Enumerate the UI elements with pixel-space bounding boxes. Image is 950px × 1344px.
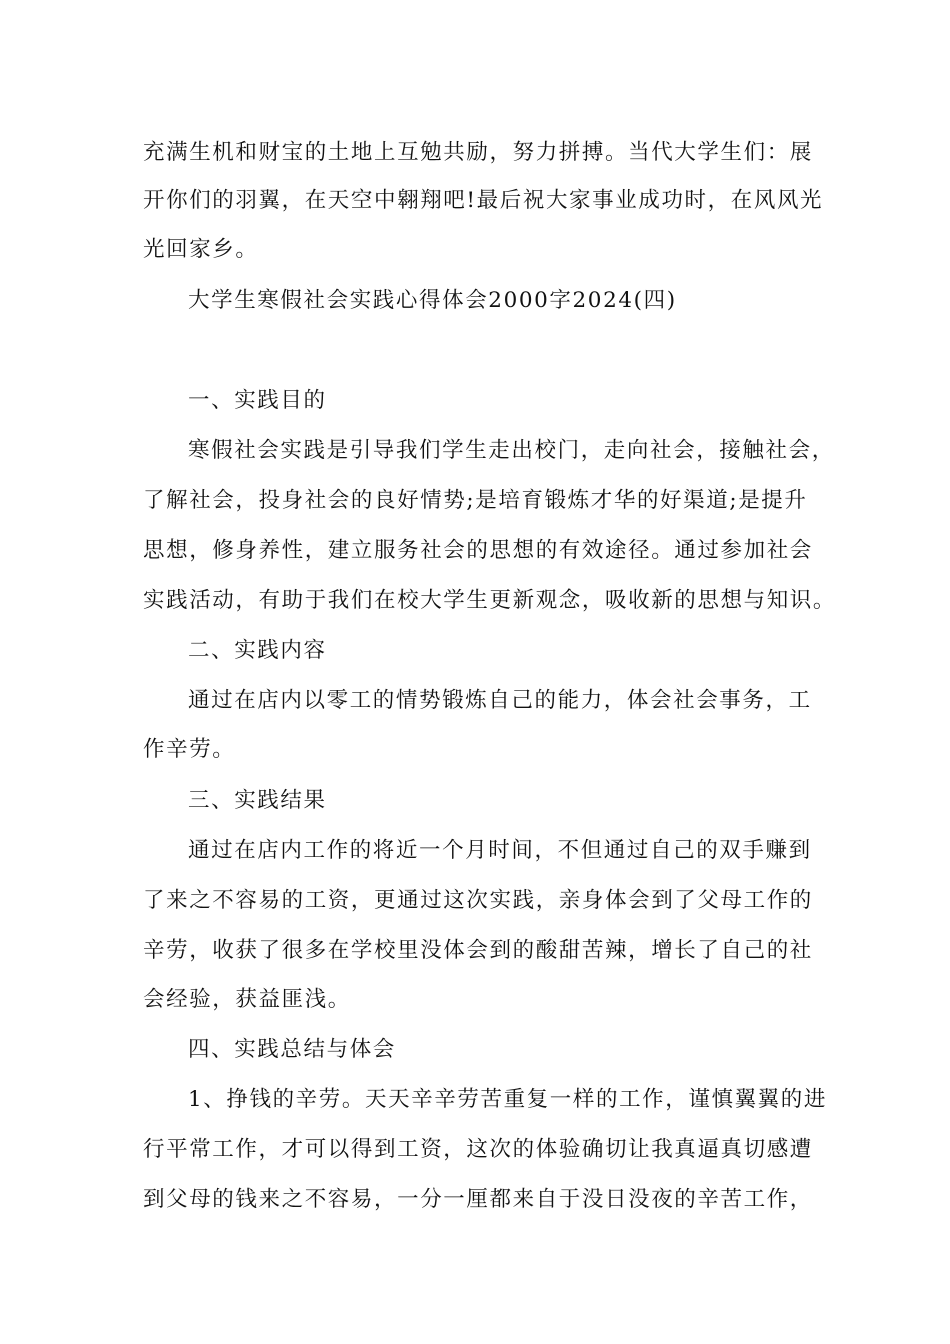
paragraph-line: 1、挣钱的辛劳。天天辛辛劳苦重复一样的工作，谨慎翼翼的进: [188, 1087, 827, 1112]
paragraph-line: 了解社会，投身社会的良好情势;是培育锻炼才华的好渠道;是提升: [143, 488, 808, 513]
paragraph-line: 到父母的钱来之不容易，一分一厘都来自于没日没夜的辛苦工作，: [143, 1187, 813, 1212]
section-title: 大学生寒假社会实践心得体会2000字2024(四): [188, 288, 677, 313]
paragraph-line: 思想，修身养性，建立服务社会的思想的有效途径。通过参加社会: [143, 538, 813, 563]
paragraph-line: 开你们的羽翼，在天空中翱翔吧!最后祝大家事业成功时，在风风光: [143, 188, 824, 213]
paragraph-line: 寒假社会实践是引导我们学生走出校门，走向社会，接触社会，: [188, 438, 835, 463]
paragraph-line: 充满生机和财宝的土地上互勉共励，努力拼搏。当代大学生们：展: [143, 140, 813, 165]
paragraph-line: 通过在店内以零工的情势锻炼自己的能力，体会社会事务，工: [188, 688, 812, 713]
paragraph-line: 行平常工作，才可以得到工资，这次的体验确切让我真逼真切感遭: [143, 1137, 813, 1162]
heading-practice-results: 三、实践结果: [188, 788, 327, 813]
paragraph-line: 作辛劳。: [143, 737, 236, 762]
paragraph-line: 了来之不容易的工资，更通过这次实践，亲身体会到了父母工作的: [143, 888, 813, 913]
paragraph-line: 实践活动，有助于我们在校大学生更新观念，吸收新的思想与知识。: [143, 588, 837, 613]
heading-practice-content: 二、实践内容: [188, 638, 327, 663]
paragraph-line: 通过在店内工作的将近一个月时间，不但通过自己的双手赚到: [188, 838, 812, 863]
heading-summary: 四、实践总结与体会: [188, 1037, 396, 1062]
heading-practice-purpose: 一、实践目的: [188, 388, 327, 413]
paragraph-line: 会经验，获益匪浅。: [143, 987, 351, 1012]
paragraph-line: 辛劳，收获了很多在学校里没体会到的酸甜苦辣，增长了自己的社: [143, 938, 813, 963]
paragraph-line: 光回家乡。: [143, 237, 259, 262]
